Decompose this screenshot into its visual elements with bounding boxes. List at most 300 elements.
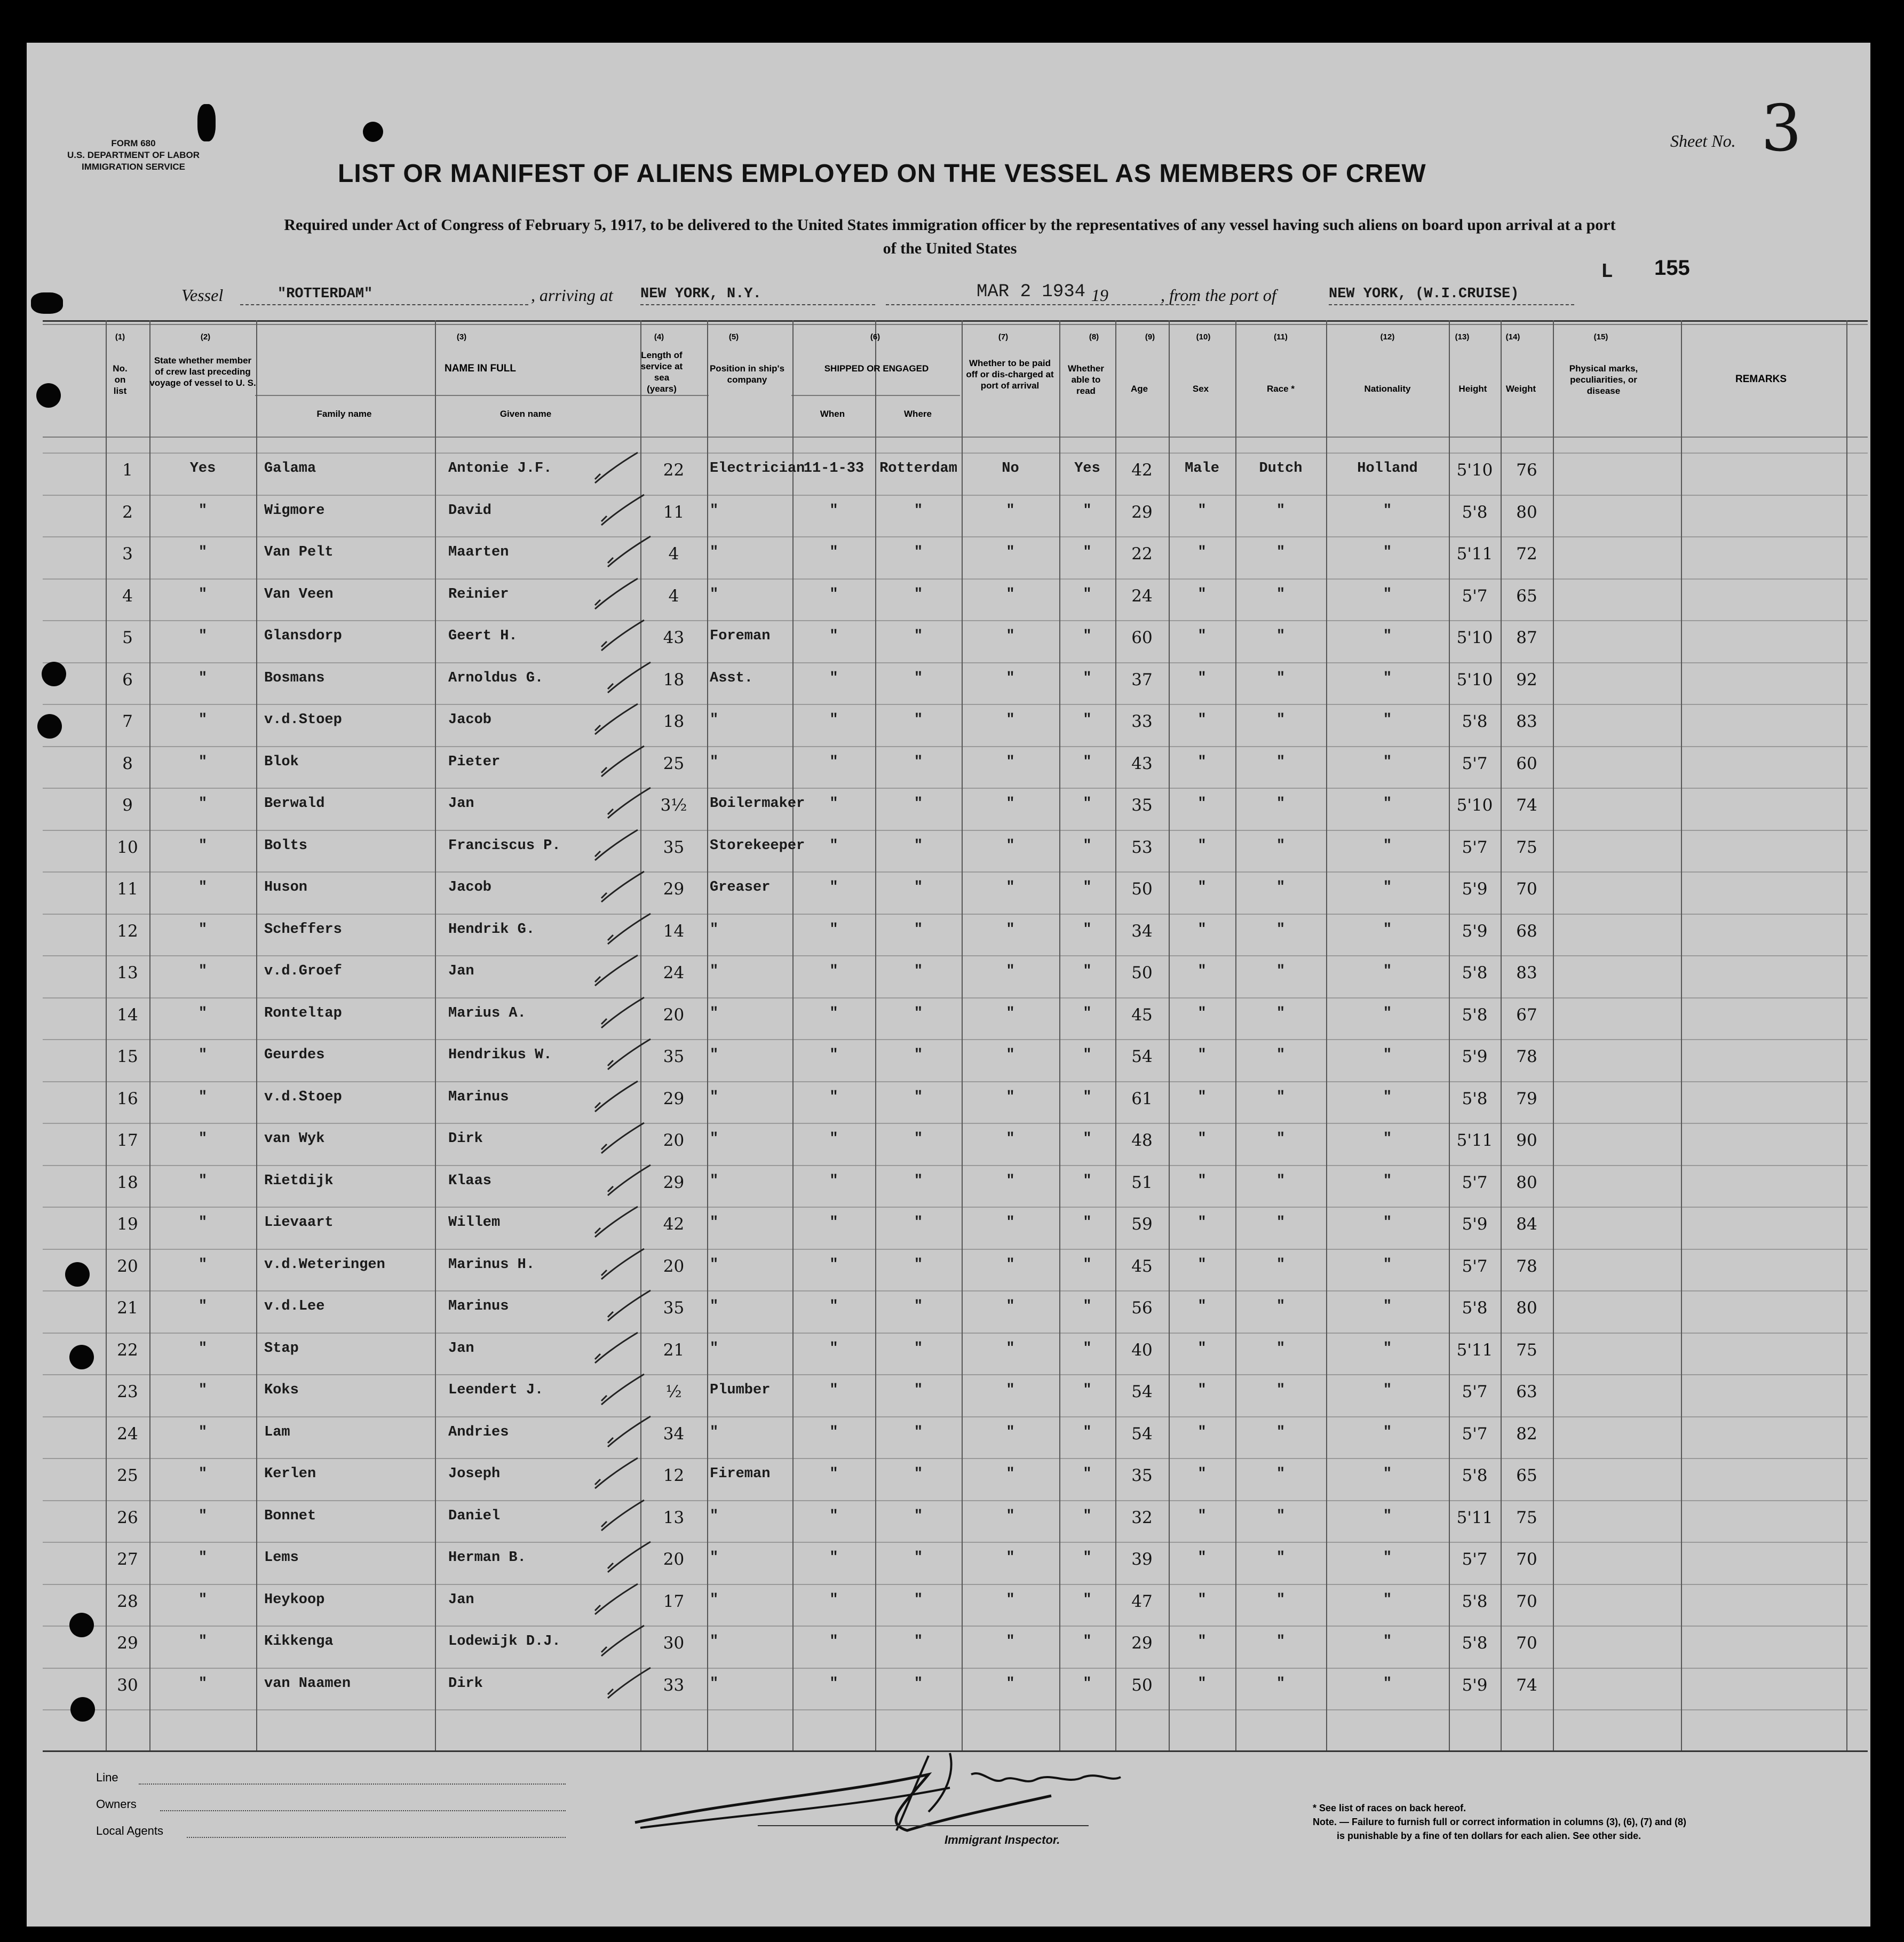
- cell-paid: ": [1006, 838, 1015, 854]
- cell-prev: ": [198, 670, 208, 686]
- row-rule: [43, 1500, 1868, 1501]
- cell-sex: ": [1197, 503, 1207, 519]
- cell-sex: ": [1197, 1089, 1207, 1105]
- row-rule: [43, 1584, 1868, 1585]
- cell-height: 5'9: [1462, 922, 1488, 941]
- cell-position: Boilermaker: [710, 796, 805, 812]
- column-rule: [792, 320, 794, 1750]
- cell-given: Pieter: [448, 754, 501, 770]
- cell-where: ": [914, 1215, 923, 1231]
- cell-no: 22: [117, 1341, 138, 1360]
- row-rule: [43, 1123, 1868, 1124]
- cell-sex: ": [1197, 1466, 1207, 1482]
- cell-race: ": [1276, 1005, 1286, 1021]
- cell-age: 48: [1131, 1131, 1153, 1150]
- cell-nat: ": [1383, 1382, 1392, 1398]
- cell-where: ": [914, 586, 923, 603]
- punch-hole: [197, 104, 216, 141]
- cell-given: Jacob: [448, 712, 492, 728]
- header-given-name: Given name: [499, 409, 552, 419]
- cell-prev: ": [198, 586, 208, 603]
- cell-weight: 72: [1516, 544, 1537, 564]
- row-rule: [43, 830, 1868, 831]
- check-mark-icon: [592, 1330, 640, 1367]
- check-mark-icon: [605, 660, 653, 697]
- cell-given: Willem: [448, 1215, 501, 1231]
- cell-read: ": [1083, 586, 1092, 603]
- cell-sex: ": [1197, 544, 1207, 560]
- cell-paid: ": [1006, 1215, 1015, 1231]
- cell-paid: ": [1006, 1341, 1015, 1357]
- cell-weight: 92: [1516, 670, 1537, 689]
- manifest-sheet: [27, 43, 1870, 1927]
- cell-read: ": [1083, 1131, 1092, 1147]
- cell-read: ": [1083, 544, 1092, 560]
- cell-height: 5'10: [1456, 461, 1493, 480]
- cell-given: Maarten: [448, 544, 509, 560]
- cell-weight: 76: [1516, 461, 1537, 480]
- cell-position: Asst.: [710, 670, 753, 686]
- cell-sex: ": [1197, 963, 1207, 979]
- cell-height: 5'8: [1462, 1089, 1488, 1108]
- footnote-races: * See list of races on back hereof.: [1313, 1803, 1466, 1813]
- column-rule: [1449, 320, 1450, 1750]
- cell-service: 35: [663, 1047, 685, 1066]
- cell-height: 5'11: [1456, 1508, 1493, 1527]
- cell-race: ": [1276, 1508, 1286, 1524]
- cell-paid: ": [1006, 754, 1015, 770]
- cell-given: Franciscus P.: [448, 838, 561, 854]
- cell-paid: ": [1006, 963, 1015, 979]
- cell-age: 53: [1131, 838, 1153, 857]
- cell-position: ": [710, 544, 719, 560]
- cell-race: ": [1276, 1634, 1286, 1650]
- cell-when: ": [829, 1550, 838, 1566]
- cell-weight: 75: [1516, 838, 1537, 857]
- cell-race: ": [1276, 1257, 1286, 1273]
- cell-given: Jan: [448, 796, 474, 812]
- column-rule: [962, 320, 963, 1750]
- cell-no: 10: [117, 838, 138, 857]
- cell-no: 2: [122, 503, 133, 522]
- column-rule: [1846, 320, 1847, 1750]
- cell-family: Koks: [264, 1382, 299, 1398]
- header-age: Age: [1130, 384, 1148, 394]
- cell-where: ": [914, 1676, 923, 1692]
- cell-weight: 87: [1516, 628, 1537, 647]
- cell-paid: ": [1006, 712, 1015, 728]
- cell-no: 28: [117, 1592, 138, 1611]
- cell-height: 5'7: [1462, 838, 1488, 857]
- cell-paid: ": [1006, 544, 1015, 560]
- cell-paid: ": [1006, 670, 1015, 686]
- cell-position: ": [710, 1215, 719, 1231]
- col-num-10: (10): [1196, 332, 1211, 342]
- cell-when: ": [829, 1466, 838, 1482]
- cell-service: 21: [663, 1341, 685, 1360]
- cell-service: 13: [663, 1508, 685, 1527]
- cell-sex: ": [1197, 1173, 1207, 1189]
- cell-no: 4: [122, 586, 133, 606]
- cell-sex: ": [1197, 1131, 1207, 1147]
- col-num-1: (1): [115, 332, 125, 342]
- cell-no: 20: [117, 1257, 138, 1276]
- cell-prev: ": [198, 1424, 208, 1440]
- cell-sex: ": [1197, 922, 1207, 938]
- cell-nat: ": [1383, 628, 1392, 644]
- cell-nat: ": [1383, 1634, 1392, 1650]
- cell-when: ": [829, 1382, 838, 1398]
- cell-paid: ": [1006, 1592, 1015, 1608]
- cell-weight: 75: [1516, 1508, 1537, 1527]
- cell-where: ": [914, 1298, 923, 1314]
- cell-given: Geert H.: [448, 628, 518, 644]
- cell-family: Blok: [264, 754, 299, 770]
- check-mark-icon: [599, 617, 647, 655]
- cell-age: 29: [1131, 503, 1153, 522]
- cell-sex: ": [1197, 796, 1207, 812]
- cell-height: 5'8: [1462, 1634, 1488, 1653]
- cell-service: 30: [663, 1634, 685, 1653]
- cell-nat: ": [1383, 1005, 1392, 1021]
- cell-no: 11: [117, 879, 138, 899]
- cell-nat: ": [1383, 1173, 1392, 1189]
- cell-no: 23: [117, 1382, 138, 1401]
- cell-given: Hendrik G.: [448, 922, 535, 938]
- footnote-fine: is punishable by a fine of ten dollars for each alien. See other side.: [1337, 1830, 1641, 1841]
- form-number: FORM 680: [111, 138, 156, 148]
- row-rule: [43, 704, 1868, 705]
- cell-position: ": [710, 1676, 719, 1692]
- cell-prev: ": [198, 1382, 208, 1398]
- check-mark-icon: [592, 701, 640, 739]
- cell-age: 47: [1131, 1592, 1153, 1611]
- cell-weight: 70: [1516, 1634, 1537, 1653]
- cell-family: v.d.Weteringen: [264, 1257, 385, 1273]
- cell-age: 42: [1131, 461, 1153, 480]
- cell-read: ": [1083, 1089, 1092, 1105]
- cell-prev: Yes: [189, 461, 216, 477]
- row-rule: [43, 536, 1868, 537]
- row-rule: [43, 955, 1868, 956]
- cell-when: ": [829, 1257, 838, 1273]
- cell-when: ": [829, 1005, 838, 1021]
- cell-age: 45: [1131, 1257, 1153, 1276]
- cell-given: Jan: [448, 1592, 474, 1608]
- cell-given: Jacob: [448, 879, 492, 895]
- from-label: , from the port of: [1161, 286, 1276, 305]
- cell-age: 32: [1131, 1508, 1153, 1527]
- requirement-line-2: of the United States: [883, 240, 1017, 257]
- cell-family: Rietdijk: [264, 1173, 334, 1189]
- cell-where: ": [914, 1131, 923, 1147]
- cell-nat: ": [1383, 1131, 1392, 1147]
- cell-where: ": [914, 796, 923, 812]
- check-mark-icon: [599, 1497, 647, 1535]
- cell-service: 14: [663, 922, 685, 941]
- cell-given: Dirk: [448, 1131, 483, 1147]
- cell-age: 40: [1131, 1341, 1153, 1360]
- cell-weight: 74: [1516, 796, 1537, 815]
- cell-service: 20: [663, 1550, 685, 1569]
- cell-service: 18: [663, 712, 685, 731]
- header-physical-marks: Physical marks, peculiarities, or disease: [1569, 363, 1638, 396]
- cell-position: ": [710, 1508, 719, 1524]
- cell-family: van Wyk: [264, 1131, 325, 1147]
- arrival-date: MAR 2 1934: [977, 282, 1086, 302]
- cell-service: 3½: [660, 796, 687, 815]
- cell-race: ": [1276, 963, 1286, 979]
- check-mark-icon: [592, 953, 640, 990]
- cell-service: 33: [663, 1676, 685, 1695]
- cell-where: ": [914, 1466, 923, 1482]
- cell-no: 21: [117, 1298, 138, 1318]
- cell-given: Marinus: [448, 1089, 509, 1105]
- cell-nat: ": [1383, 1424, 1392, 1440]
- row-rule: [43, 1626, 1868, 1627]
- cell-sex: ": [1197, 1424, 1207, 1440]
- cell-when: ": [829, 503, 838, 519]
- header-no-on-list: No. on list: [113, 363, 128, 396]
- cell-no: 14: [117, 1005, 138, 1025]
- department: U.S. DEPARTMENT OF LABOR: [67, 150, 200, 160]
- cell-paid: ": [1006, 1298, 1015, 1314]
- cell-read: ": [1083, 922, 1092, 938]
- cell-when: ": [829, 922, 838, 938]
- cell-prev: ": [198, 1173, 208, 1189]
- cell-sex: ": [1197, 1634, 1207, 1650]
- cell-prev: ": [198, 1341, 208, 1357]
- vessel-label: Vessel: [181, 286, 224, 305]
- cell-position: ": [710, 922, 719, 938]
- cell-given: Jan: [448, 963, 474, 979]
- cell-race: ": [1276, 503, 1286, 519]
- cell-when: ": [829, 544, 838, 560]
- cell-no: 3: [122, 544, 133, 564]
- cell-where: Rotterdam: [879, 461, 957, 477]
- cell-where: ": [914, 838, 923, 854]
- column-rule: [1326, 320, 1327, 1750]
- cell-family: Bosmans: [264, 670, 325, 686]
- cell-height: 5'10: [1456, 628, 1493, 647]
- cell-given: Reinier: [448, 586, 509, 603]
- cell-age: 51: [1131, 1173, 1153, 1192]
- row-rule: [43, 1709, 1868, 1710]
- cell-height: 5'9: [1462, 1215, 1488, 1234]
- header-family-name: Family name: [316, 409, 372, 419]
- cell-where: ": [914, 1089, 923, 1105]
- cell-race: ": [1276, 1424, 1286, 1440]
- cell-height: 5'9: [1462, 1047, 1488, 1066]
- column-rule: [1169, 320, 1170, 1750]
- cell-weight: 65: [1516, 1466, 1537, 1485]
- check-mark-icon: [605, 1036, 653, 1074]
- cell-paid: ": [1006, 1466, 1015, 1482]
- cell-service: 35: [663, 838, 685, 857]
- cell-position: Greaser: [710, 879, 771, 895]
- cell-given: Hendrikus W.: [448, 1047, 552, 1063]
- punch-hole: [31, 292, 63, 314]
- punch-hole: [42, 662, 66, 686]
- cell-prev: ": [198, 544, 208, 560]
- col-num-2: (2): [200, 332, 211, 342]
- cell-where: ": [914, 1005, 923, 1021]
- cell-height: 5'8: [1462, 1005, 1488, 1025]
- cell-sex: ": [1197, 879, 1207, 895]
- cell-paid: ": [1006, 879, 1015, 895]
- cell-nat: Holland: [1357, 461, 1418, 477]
- cell-given: Antonie J.F.: [448, 461, 552, 477]
- cell-race: ": [1276, 838, 1286, 854]
- cell-prev: ": [198, 1676, 208, 1692]
- cell-given: Leendert J.: [448, 1382, 544, 1398]
- cell-given: Lodewijk D.J.: [448, 1634, 561, 1650]
- cell-position: Plumber: [710, 1382, 771, 1398]
- arriving-label: , arriving at: [531, 286, 613, 305]
- punch-hole: [70, 1697, 95, 1722]
- cell-prev: ": [198, 754, 208, 770]
- cell-sex: ": [1197, 1550, 1207, 1566]
- check-mark-icon: [605, 1414, 653, 1451]
- punch-hole: [36, 383, 61, 408]
- cell-family: Van Veen: [264, 586, 334, 603]
- cell-race: ": [1276, 1341, 1286, 1357]
- cell-nat: ": [1383, 1341, 1392, 1357]
- cell-height: 5'8: [1462, 1298, 1488, 1318]
- cell-family: Stap: [264, 1341, 299, 1357]
- col-num-5: (5): [728, 332, 739, 342]
- cell-read: ": [1083, 1424, 1092, 1440]
- cell-no: 26: [117, 1508, 138, 1527]
- cell-read: ": [1083, 503, 1092, 519]
- cell-height: 5'11: [1456, 544, 1493, 564]
- header-paid-off: Whether to be paid off or dis-charged at port of arrival: [966, 358, 1054, 391]
- cell-family: Ronteltap: [264, 1005, 342, 1021]
- header-height: Height: [1458, 384, 1487, 394]
- cell-paid: ": [1006, 1676, 1015, 1692]
- cell-sex: ": [1197, 1257, 1207, 1273]
- cell-no: 13: [117, 963, 138, 982]
- column-rule: [149, 320, 150, 1750]
- cell-age: 33: [1131, 712, 1153, 731]
- cell-where: ": [914, 1634, 923, 1650]
- cell-sex: ": [1197, 1592, 1207, 1608]
- cell-nat: ": [1383, 503, 1392, 519]
- cell-age: 61: [1131, 1089, 1153, 1108]
- cell-race: ": [1276, 1298, 1286, 1314]
- cell-position: ": [710, 503, 719, 519]
- check-mark-icon: [592, 1581, 640, 1619]
- cell-height: 5'7: [1462, 1257, 1488, 1276]
- cell-service: 29: [663, 1089, 685, 1108]
- cell-weight: 83: [1516, 712, 1537, 731]
- cell-where: ": [914, 503, 923, 519]
- cell-no: 8: [122, 754, 133, 773]
- cell-weight: 63: [1516, 1382, 1537, 1401]
- check-mark-icon: [599, 492, 647, 529]
- cell-given: Klaas: [448, 1173, 492, 1189]
- check-mark-icon: [592, 1455, 640, 1493]
- local-agents-label: Local Agents: [96, 1824, 163, 1837]
- cell-when: ": [829, 1089, 838, 1105]
- column-rule: [435, 320, 436, 1750]
- cell-no: 29: [117, 1634, 138, 1653]
- cell-when: ": [829, 796, 838, 812]
- cell-age: 22: [1131, 544, 1153, 564]
- cell-read: ": [1083, 796, 1092, 812]
- cell-service: 24: [663, 963, 685, 982]
- cell-given: Joseph: [448, 1466, 501, 1482]
- cell-where: ": [914, 1047, 923, 1063]
- cell-nat: ": [1383, 1298, 1392, 1314]
- cell-nat: ": [1383, 544, 1392, 560]
- cell-position: Storekeeper: [710, 838, 805, 854]
- cell-prev: ": [198, 1508, 208, 1524]
- punch-hole: [69, 1613, 94, 1637]
- cell-where: ": [914, 544, 923, 560]
- header-remarks: REMARKS: [1735, 374, 1787, 385]
- cell-weight: 82: [1516, 1424, 1537, 1444]
- cell-position: ": [710, 1634, 719, 1650]
- cell-nat: ": [1383, 586, 1392, 603]
- cell-when: ": [829, 1131, 838, 1147]
- cell-prev: ": [198, 1005, 208, 1021]
- cell-service: 34: [663, 1424, 685, 1444]
- inspector-label: Immigrant Inspector.: [945, 1833, 1060, 1846]
- col-num-4: (4): [654, 332, 664, 342]
- cell-prev: ": [198, 1592, 208, 1608]
- cell-family: Bolts: [264, 838, 308, 854]
- cell-age: 24: [1131, 586, 1153, 606]
- row-rule: [43, 1249, 1868, 1250]
- cell-paid: ": [1006, 586, 1015, 603]
- cell-when: ": [829, 754, 838, 770]
- cell-paid: ": [1006, 1382, 1015, 1398]
- check-mark-icon: [592, 450, 640, 487]
- cell-position: ": [710, 586, 719, 603]
- cell-height: 5'7: [1462, 1382, 1488, 1401]
- cell-service: ½: [665, 1382, 682, 1401]
- col-num-3: (3): [456, 332, 467, 342]
- header-name-in-full: NAME IN FULL: [444, 363, 517, 374]
- cell-service: 29: [663, 879, 685, 899]
- cell-where: ": [914, 754, 923, 770]
- column-rule: [106, 320, 107, 1750]
- check-mark-icon: [599, 743, 647, 781]
- cell-where: ": [914, 712, 923, 728]
- cell-prev: ": [198, 1215, 208, 1231]
- cell-height: 5'9: [1462, 1676, 1488, 1695]
- cell-paid: ": [1006, 922, 1015, 938]
- col-num-9: (9): [1145, 332, 1155, 342]
- check-mark-icon: [605, 911, 653, 948]
- cell-no: 17: [117, 1131, 138, 1150]
- cell-when: ": [829, 1592, 838, 1608]
- cell-sex: ": [1197, 712, 1207, 728]
- cell-position: ": [710, 1298, 719, 1314]
- check-mark-icon: [599, 995, 647, 1032]
- sheet-label: Sheet No.: [1670, 131, 1736, 150]
- row-rule: [43, 914, 1868, 915]
- row-rule: [43, 1039, 1868, 1040]
- cell-when: ": [829, 1676, 838, 1692]
- cell-family: Berwald: [264, 796, 325, 812]
- cell-no: 16: [117, 1089, 138, 1108]
- cell-read: ": [1083, 1634, 1092, 1650]
- punch-hole: [37, 714, 62, 739]
- cell-prev: ": [198, 1257, 208, 1273]
- cell-race: ": [1276, 879, 1286, 895]
